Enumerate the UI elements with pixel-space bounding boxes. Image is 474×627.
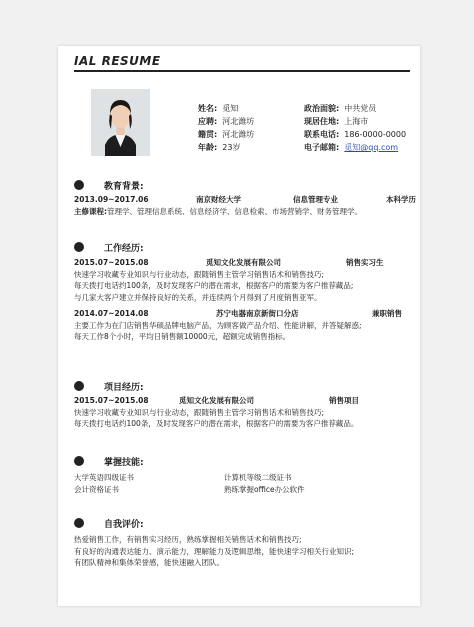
work-title: 工作经历: — [104, 244, 144, 254]
profile-photo — [91, 89, 150, 156]
skills-section — [74, 454, 410, 495]
skill-item: 会计资格证书 — [74, 484, 119, 494]
skills-title: 掌握技能: — [104, 458, 144, 468]
project-title: 项目经历: — [104, 383, 144, 393]
skills-icon — [74, 456, 84, 466]
education-courses — [74, 206, 410, 218]
self-evaluation-line: 有良好的沟通表达能力、演示能力，理解能力及逻辑思维，能快速学习相关行业知识; — [74, 546, 355, 556]
work-section — [74, 240, 410, 343]
job-role: 兼职销售 — [372, 309, 402, 318]
project-section — [74, 379, 410, 430]
job-company: 觅知文化发展有限公司 — [206, 258, 281, 267]
job-desc-line: 快速学习收藏专业知识与行业动态，跟随销售主管学习销售话术和销售技巧; — [74, 269, 325, 279]
graduation-cap-icon — [74, 180, 84, 190]
position-value: 河北潍坊 — [222, 117, 255, 126]
residence-label: 现居住地: — [304, 117, 340, 126]
profile-info-left — [198, 102, 254, 154]
education-degree: 本科学历 — [386, 195, 416, 204]
briefcase-icon — [74, 242, 84, 252]
project-period: 2015.07~2015.08 — [74, 396, 149, 405]
phone-value: 186-0000-0000 — [344, 130, 407, 139]
skills-row — [74, 472, 410, 484]
native-value: 河北潍坊 — [222, 130, 255, 139]
phone-label: 联系电话: — [304, 130, 340, 139]
resume-page — [58, 46, 420, 606]
education-school: 南京财经大学 — [196, 195, 241, 204]
position-label: 应聘: — [198, 117, 218, 126]
project-desc-line: 快速学习收藏专业知识与行业动态，跟随销售主管学习销售话术和销售技巧; — [74, 407, 325, 417]
email-label: 电子邮箱: — [304, 143, 340, 152]
resume-header-title: IAL RESUME — [74, 54, 161, 68]
skill-item: 熟练掌握office办公软件 — [224, 484, 305, 494]
job-row-1 — [74, 257, 410, 269]
email-link[interactable]: 觅知@qq.com — [344, 143, 399, 152]
education-major: 信息管理专业 — [293, 195, 338, 204]
name-value: 觅知 — [222, 104, 239, 113]
education-period: 2013.09~2017.06 — [74, 195, 149, 204]
job-desc-line: 主要工作为在门店销售华硕品牌电脑产品，为顾客做产品介绍、性能讲解，并答疑解惑; — [74, 320, 362, 330]
header-divider — [74, 70, 410, 72]
project-role: 销售项目 — [329, 396, 359, 405]
job-role: 销售实习生 — [346, 258, 384, 267]
job-desc-line: 每天工作8个小时，平均日销售额10000元，超额完成销售指标。 — [74, 332, 291, 341]
skills-row — [74, 484, 410, 496]
project-row — [74, 395, 410, 407]
political-label: 政治面貌: — [304, 104, 340, 113]
residence-value: 上海市 — [344, 117, 369, 126]
political-value: 中共党员 — [344, 104, 377, 113]
profile-info-right — [304, 102, 406, 154]
self-evaluation-line: 热爱销售工作，有销售实习经历，熟练掌握相关销售话术和销售技巧; — [74, 535, 302, 544]
courses-text: 管理学、管理信息系统、信息经济学、信息检索、市场营销学、财务管理学。 — [107, 206, 362, 216]
skill-item: 大学英语四级证书 — [74, 473, 134, 482]
self-evaluation-line: 有团队精神和集体荣誉感，能快速融入团队。 — [74, 558, 224, 567]
native-label: 籍贯: — [198, 130, 218, 139]
job-desc-line: 每天拨打电话约100条，及时发现客户的潜在需求，根据客户的需要为客户推荐藏品; — [74, 281, 354, 290]
job-row-2 — [74, 308, 410, 320]
age-label: 年龄: — [198, 143, 218, 152]
self-evaluation-title: 自我评价: — [104, 520, 144, 530]
job-period: 2015.07~2015.08 — [74, 258, 149, 267]
project-company: 觅知文化发展有限公司 — [179, 396, 254, 405]
age-value: 23岁 — [222, 143, 241, 152]
job-company: 苏宁电器南京新街口分店 — [216, 309, 299, 318]
job-desc-line: 与几家大客户建立并保持良好的关系，并连续两个月得到了月度销售亚军。 — [74, 292, 322, 302]
education-title: 教育背景: — [104, 182, 144, 192]
self-evaluation-section — [74, 516, 410, 569]
education-row — [74, 194, 416, 206]
job-period: 2014.07~2014.08 — [74, 309, 149, 318]
education-section — [74, 178, 416, 217]
project-desc-line: 每天拨打电话约100条，及时发现客户的潜在需求，根据客户的需要为客户推荐藏品。 — [74, 419, 359, 428]
name-label: 姓名: — [198, 104, 218, 113]
project-icon — [74, 381, 84, 391]
skill-item: 计算机等级二级证书 — [224, 473, 292, 482]
courses-label: 主修课程: — [74, 206, 107, 216]
self-evaluation-icon — [74, 518, 84, 528]
